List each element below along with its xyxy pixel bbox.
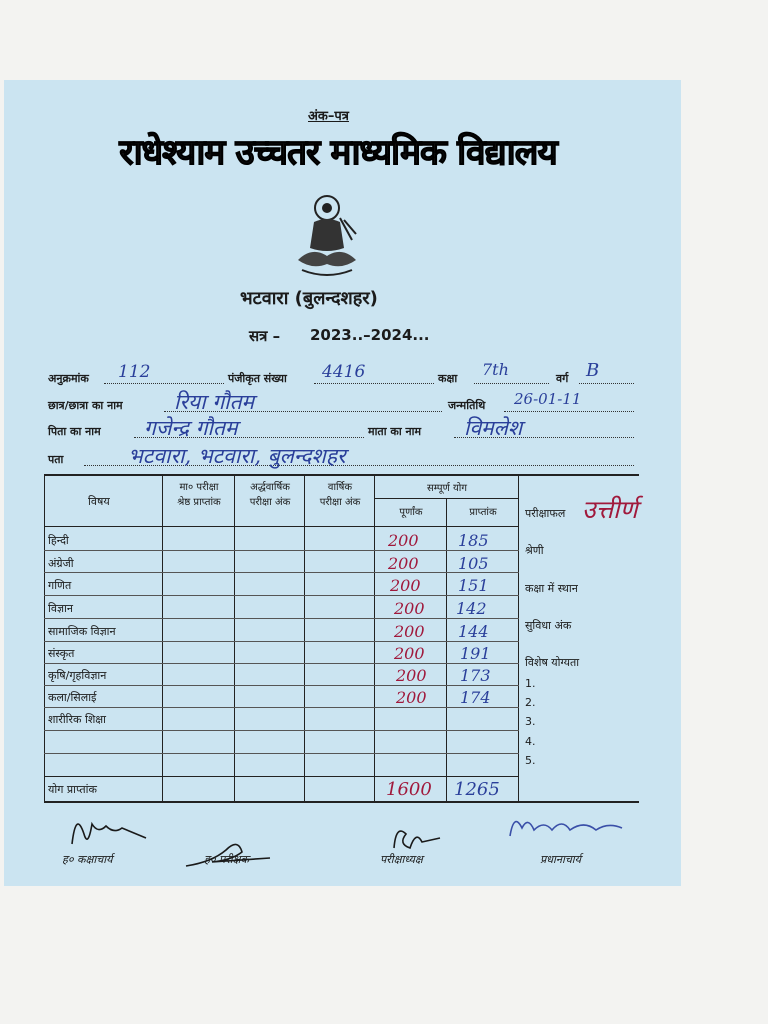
- address-label: पता: [48, 453, 64, 466]
- special-ability-item: 5.: [525, 754, 536, 767]
- dob-value: 26-01-11: [514, 390, 582, 408]
- result-value: उत्तीर्ण: [582, 495, 638, 524]
- obtained-marks-cell: 173: [460, 666, 491, 685]
- address-value: भटवारा, भटवारा, बुलन्दशहर: [128, 444, 346, 468]
- document-type: अंक–पत्र: [308, 109, 349, 124]
- section-label: वर्ग: [556, 372, 569, 385]
- result-label: परीक्षाफल: [525, 507, 566, 520]
- subject-name: सामाजिक विज्ञान: [48, 625, 116, 638]
- max-marks-cell: 200: [394, 622, 425, 641]
- obtained-marks-cell: 151: [458, 576, 489, 595]
- subject-name: संस्कृत: [48, 647, 75, 660]
- col-header-annual-l2: परीक्षा अंक: [319, 497, 361, 508]
- max-marks-cell: 200: [388, 554, 419, 573]
- special-ability-item: 2.: [525, 696, 536, 709]
- special-ability-label: विशेष योग्यता: [525, 656, 580, 669]
- special-ability-item: 3.: [525, 715, 536, 728]
- special-ability-item: 4.: [525, 735, 536, 748]
- registration-value: 4416: [322, 362, 366, 382]
- class-value: 7th: [482, 360, 509, 379]
- grace-marks-label: सुविधा अंक: [525, 619, 572, 632]
- division-label: श्रेणी: [525, 544, 544, 557]
- student-name-value: रिया गौतम: [174, 390, 255, 414]
- mother-name-label: माता का नाम: [368, 425, 422, 438]
- obtained-marks-cell: 142: [456, 599, 487, 618]
- col-header-obtained: प्राप्तांक: [469, 507, 497, 518]
- subject-name: कृषि/गृहविज्ञान: [48, 669, 107, 682]
- dob-label: जन्मतिथि: [448, 399, 486, 412]
- max-marks-cell: 200: [396, 666, 427, 685]
- grand-total-max: 1600: [386, 779, 432, 800]
- school-location: भटवारा (बुलन्दशहर): [240, 288, 378, 309]
- marksheet: [4, 80, 681, 886]
- school-name: राधेश्याम उच्चतर माध्यमिक विद्यालय: [119, 133, 557, 173]
- subject-name: गणित: [48, 579, 72, 592]
- grand-total-obtained: 1265: [454, 779, 500, 800]
- col-header-annual: [305, 480, 375, 510]
- col-header-annual-l1: वार्षिक: [327, 482, 353, 493]
- special-ability-item: 1.: [525, 677, 536, 690]
- session-label: सत्र –: [249, 327, 281, 345]
- col-header-max-marks: पूर्णांक: [399, 507, 423, 518]
- father-name-value: गजेन्द्र गौतम: [144, 416, 238, 440]
- col-header-subject: विषय: [88, 495, 110, 508]
- obtained-marks-cell: 191: [460, 644, 491, 663]
- obtained-marks-cell: 105: [458, 554, 489, 573]
- max-marks-cell: 200: [394, 644, 425, 663]
- father-name-label: पिता का नाम: [48, 425, 101, 438]
- obtained-marks-cell: 174: [460, 688, 491, 707]
- section-value: B: [586, 360, 600, 381]
- max-marks-cell: 200: [390, 576, 421, 595]
- subject-name: हिन्दी: [48, 534, 69, 547]
- col-header-half-yearly-l1: अर्द्धवार्षिक: [250, 482, 290, 493]
- obtained-marks-cell: 185: [458, 531, 489, 550]
- col-header-total: सम्पूर्ण योग: [426, 483, 468, 494]
- col-header-half-yearly: [235, 480, 305, 510]
- subject-name: विज्ञान: [48, 602, 73, 615]
- registration-label: पंजीकृत संख्या: [228, 372, 287, 385]
- subject-name: कला/सिलाई: [48, 691, 97, 704]
- subject-name: शारीरिक शिक्षा: [48, 713, 107, 726]
- max-marks-cell: 200: [396, 688, 427, 707]
- exam-controller-sign-label: परीक्षाध्यक्ष: [380, 853, 423, 866]
- mother-name-value: विमलेश: [464, 416, 523, 440]
- principal-signature-icon: [504, 808, 634, 848]
- examiner-sign-label: ह० परीक्षक: [204, 853, 249, 866]
- col-header-prev-exam: [164, 480, 234, 510]
- class-label: कक्षा: [438, 372, 458, 385]
- subject-name: अंग्रेजी: [48, 557, 74, 570]
- col-header-prev-exam-l2: श्रेष्ठ प्राप्तांक: [177, 497, 221, 508]
- roll-number-value: 112: [118, 362, 151, 382]
- exam-controller-signature-icon: [386, 820, 446, 856]
- max-marks-cell: 200: [388, 531, 419, 550]
- class-rank-label: कक्षा में स्थान: [525, 582, 578, 595]
- student-name-label: छात्र/छात्रा का नाम: [48, 399, 123, 412]
- max-marks-cell: 200: [394, 599, 425, 618]
- class-teacher-sign-label: ह० कक्षाचार्य: [62, 853, 113, 866]
- class-teacher-signature-icon: [62, 804, 152, 852]
- saraswati-emblem-icon: [292, 190, 362, 278]
- roll-number-label: अनुक्रमांक: [48, 372, 89, 385]
- col-header-half-yearly-l2: परीक्षा अंक: [249, 497, 291, 508]
- grand-total-label: योग प्राप्तांक: [48, 783, 97, 796]
- principal-sign-label: प्रधानाचार्य: [540, 853, 582, 866]
- obtained-marks-cell: 144: [458, 622, 489, 641]
- session-value: 2023..–2024...: [310, 326, 430, 344]
- col-header-prev-exam-l1: मा० परीक्षा: [179, 482, 219, 493]
